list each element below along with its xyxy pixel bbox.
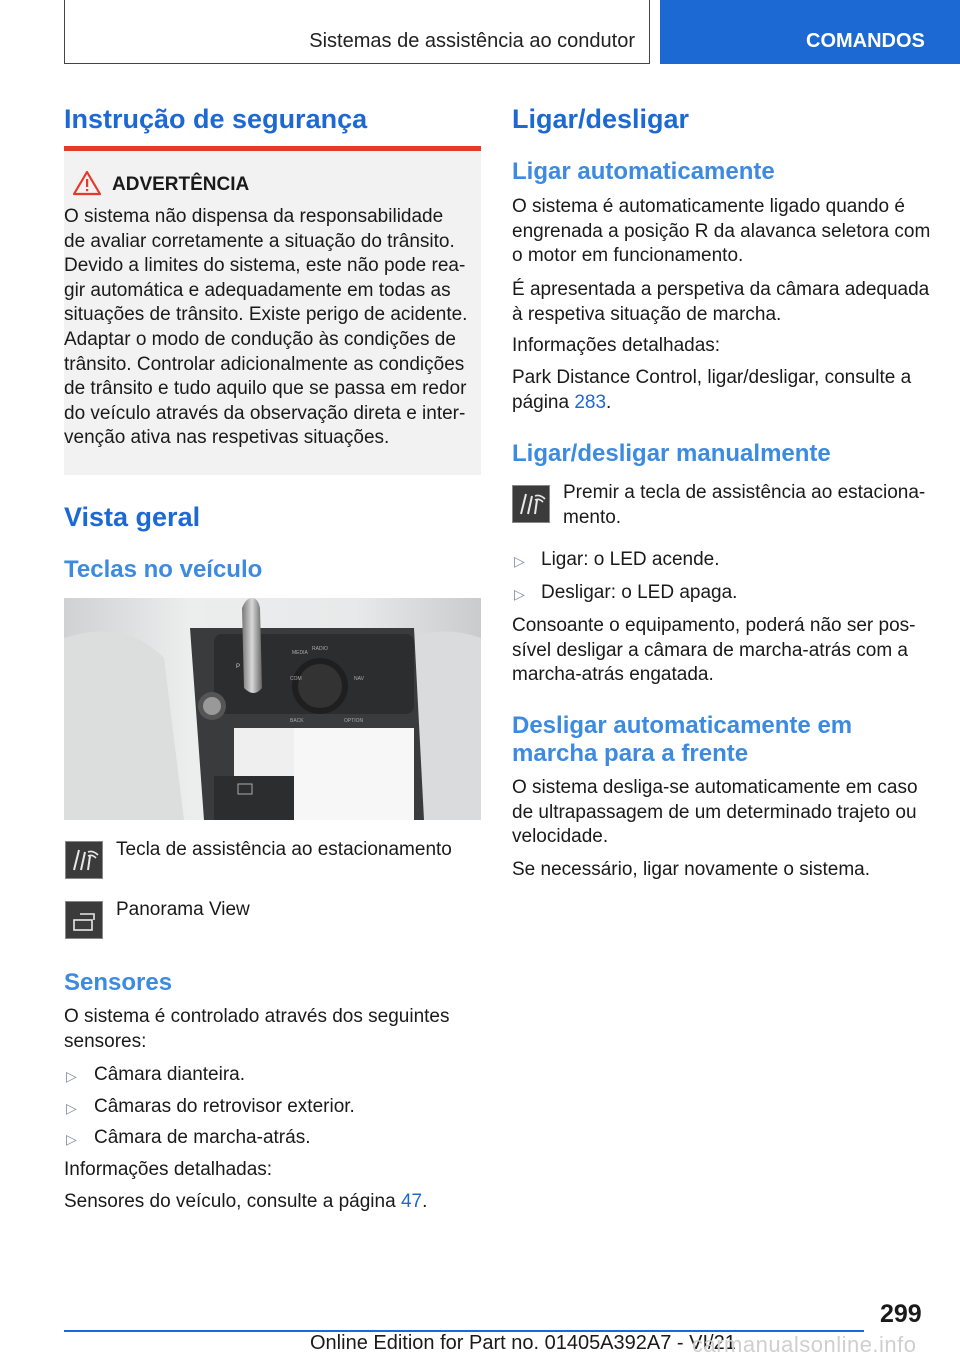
- keys-heading: Teclas no veículo: [64, 556, 263, 583]
- manual-text: Premir a tecla de assistência ao estaciona- mento.: [563, 482, 926, 528]
- manual-item-off: Desligar: o LED apaga.: [541, 582, 738, 603]
- camera-text: É apresentada a perspetiva da câmara adequada à respetiva situação de marcha.: [512, 279, 930, 325]
- warning-text: O sistema não dispensa da responsabilidade de avaliar corretamente a situação do trânsito. Devido a limites do sistema, este não pode rea- gir automática e adequadamente em todas as situações de trânsito. Existe perigo de acidente. Adaptar o modo de condução às condições de trânsito. Controlar adicionalmente as condições de trânsito e tudo aquilo que se passa em redor do veículo através da observação direta e inter- venção ativa nas respetivas situações.: [64, 206, 468, 449]
- parking-assist-button-icon: [512, 485, 550, 523]
- auto-on-text: O sistema é automaticamente ligado quando é engrenada a posição R da alavanca seletora com o motor em funcionamento.: [512, 196, 931, 267]
- equipment-text: Consoante o equipamento, poderá não ser pos- sível desligar a câmara de marcha-atrás com a marcha-atrás engatada.: [512, 615, 916, 686]
- manual-item-on: Ligar: o LED acende.: [541, 549, 720, 570]
- key-parking-assist-label: Tecla de assistência ao estacionamento: [116, 839, 452, 860]
- auto-off-heading: Desligar automaticamente em marcha para a frente: [512, 712, 853, 767]
- center-console-photo: [64, 598, 481, 820]
- bullet-icon: ▷: [514, 553, 525, 569]
- auto-on-heading: Ligar automaticamente: [512, 158, 775, 185]
- key-panorama-view-label: Panorama View: [116, 899, 250, 920]
- warning-label: ADVERTÊNCIA: [112, 174, 250, 195]
- safety-heading: Instrução de segurança: [64, 104, 368, 134]
- bullet-icon: ▷: [66, 1100, 77, 1116]
- photo-label-p: P: [236, 664, 241, 670]
- header-chapter-title: COMANDOS: [806, 30, 925, 52]
- page-link-283[interactable]: 283: [574, 391, 607, 413]
- photo-label-nav: NAV: [354, 676, 364, 682]
- pdc-reference: Park Distance Control, ligar/desligar, consulte a página 283.: [512, 367, 912, 413]
- photo-label-option: OPTION: [344, 718, 364, 724]
- auto-off-text: O sistema desliga-se automaticamente em caso de ultrapassagem de um determinado trajeto ou velocidade.: [512, 777, 918, 848]
- bullet-icon: ▷: [66, 1131, 77, 1147]
- right-details-label: Informações detalhadas:: [512, 335, 721, 356]
- sensors-details-label: Informações detalhadas:: [64, 1159, 273, 1180]
- manual-heading: Ligar/desligar manualmente: [512, 440, 831, 467]
- photo-label-media: MEDIA: [292, 650, 308, 656]
- photo-label-back: BACK: [290, 718, 304, 724]
- header-section-title: Sistemas de assistência ao condutor: [309, 30, 635, 52]
- panorama-view-icon: [65, 901, 103, 939]
- bullet-icon: ▷: [514, 586, 525, 602]
- header-chapter-tab[interactable]: [660, 0, 960, 64]
- sensors-heading: Sensores: [64, 969, 173, 996]
- overview-heading: Vista geral: [64, 502, 201, 532]
- photo-label-radio: RADIO: [312, 646, 328, 652]
- onoff-heading: Ligar/desligar: [512, 104, 690, 134]
- header-section-box: [64, 0, 650, 64]
- bullet-icon: ▷: [66, 1068, 77, 1084]
- sensor-item: Câmara dianteira.: [94, 1064, 246, 1085]
- page-number: 299: [880, 1300, 922, 1328]
- restart-text: Se necessário, ligar novamente o sistema.: [512, 859, 871, 880]
- sensors-intro: O sistema é controlado através dos seguintes sensores:: [64, 1006, 450, 1052]
- parking-assist-icon: [65, 841, 103, 879]
- sensor-item: Câmaras do retrovisor exterior.: [94, 1096, 355, 1117]
- footer-edition: Online Edition for Part no. 01405A392A7 - VI/21: [310, 1332, 736, 1354]
- sensors-reference: Sensores do veículo, consulte a página 47.: [64, 1191, 428, 1212]
- warning-triangle-icon: [72, 170, 102, 196]
- photo-label-com: COM: [290, 676, 302, 682]
- page-link-47[interactable]: 47: [400, 1191, 423, 1212]
- sensor-item: Câmara de marcha-atrás.: [94, 1127, 311, 1148]
- watermark: carmanualsonline.info: [692, 1332, 917, 1357]
